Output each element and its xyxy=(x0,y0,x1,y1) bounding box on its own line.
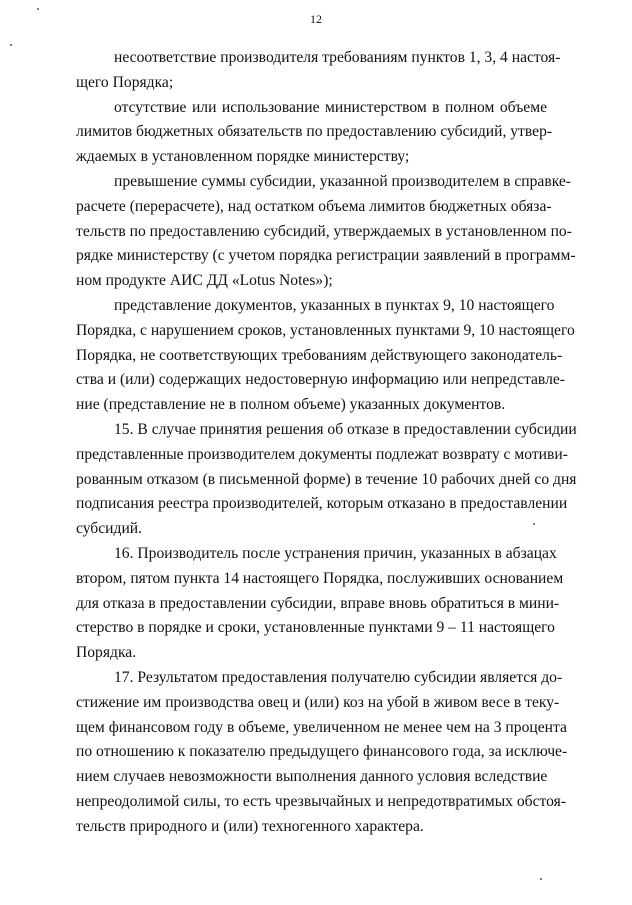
page-number: 12 xyxy=(310,12,322,26)
text-line: стерство в порядке и сроки, установленные пунктами 9 – 11 настоящего xyxy=(76,619,555,637)
text-line: лимитов бюджетных обязательств по предоставлению субсидий, утвер- xyxy=(76,123,553,141)
text-line: Порядка. xyxy=(76,644,137,662)
text-line: представление документов, указанных в пунктах 9, 10 настоящего xyxy=(114,296,555,314)
paragraph xyxy=(76,418,577,542)
text-line: субсидий. xyxy=(76,520,143,538)
paragraph xyxy=(76,46,561,96)
document-body xyxy=(76,46,577,840)
text-line: ства и (или) содержащих недостоверную информацию или непредставле- xyxy=(76,371,565,389)
text-line: ние (представление не в полном объеме) указанных документов. xyxy=(76,396,506,414)
text-line: нием случаев невозможности выполнения данного условия вследствие xyxy=(76,768,548,786)
text-line: отсутствие или использование министерством в полном объеме xyxy=(114,98,547,116)
text-line: подписания реестра производителей, которым отказано в предоставлении xyxy=(76,495,568,513)
paragraph xyxy=(76,170,576,294)
paragraph xyxy=(76,666,568,840)
text-line: втором, пятом пункта 14 настоящего Порядка, послуживших основанием xyxy=(76,569,564,587)
text-line: для отказа в предоставлении субсидии, вправе вновь обратиться в мини- xyxy=(76,594,560,612)
text-line: Порядка, с нарушением сроков, установленных пунктами 9, 10 настоящего xyxy=(76,321,575,339)
text-line: стижение им производства овец и (или) коз на убой в живом весе в теку- xyxy=(76,693,560,711)
text-line: ждаемых в установленном порядке министерству; xyxy=(76,148,410,166)
text-line: ном продукте АИС ДД «Lotus Notes»); xyxy=(76,272,333,290)
scan-speck xyxy=(540,878,542,880)
text-line: непреодолимой силы, то есть чрезвычайных и непредотвратимых обстоя- xyxy=(76,792,567,810)
text-line: представленные производителем документы подлежат возврату с мотиви- xyxy=(76,445,568,463)
text-line: Порядка, не соответствующих требованиям действующего законодатель- xyxy=(76,346,563,364)
text-line: расчете (перерасчете), над остатком объема лимитов бюджетных обяза- xyxy=(76,197,552,215)
text-line: по отношению к показателю предыдущего финансового года, за исключе- xyxy=(76,743,568,761)
text-line: рядке министерству (с учетом порядка регистрации заявлений в программ- xyxy=(76,247,576,265)
text-line: 15. В случае принятия решения об отказе в предоставлении субсидии xyxy=(114,420,577,438)
text-line: щем финансовом году в объеме, увеличенном не менее чем на 3 процента xyxy=(76,718,567,736)
text-line: превышение суммы субсидии, указанной производителем в справке- xyxy=(114,172,571,190)
scan-speck xyxy=(37,8,39,10)
text-line: 16. Производитель после устранения причин, указанных в абзацах xyxy=(114,544,557,562)
text-line: щего Порядка; xyxy=(76,73,174,91)
paragraph xyxy=(76,96,553,170)
text-line: тельств природного и (или) техногенного характера. xyxy=(76,817,424,835)
paragraph xyxy=(76,294,575,418)
text-line: рованным отказом (в письменной форме) в течение 10 рабочих дней со дня xyxy=(76,470,577,488)
text-line: 17. Результатом предоставления получателю субсидии является до- xyxy=(114,668,563,686)
text-line: несоответствие производителя требованиям пунктов 1, 3, 4 настоя- xyxy=(114,49,561,66)
paragraph xyxy=(76,542,564,666)
scan-speck xyxy=(10,44,12,46)
text-line: тельств по предоставлению субсидий, утверждаемых в установленном по- xyxy=(76,222,572,240)
